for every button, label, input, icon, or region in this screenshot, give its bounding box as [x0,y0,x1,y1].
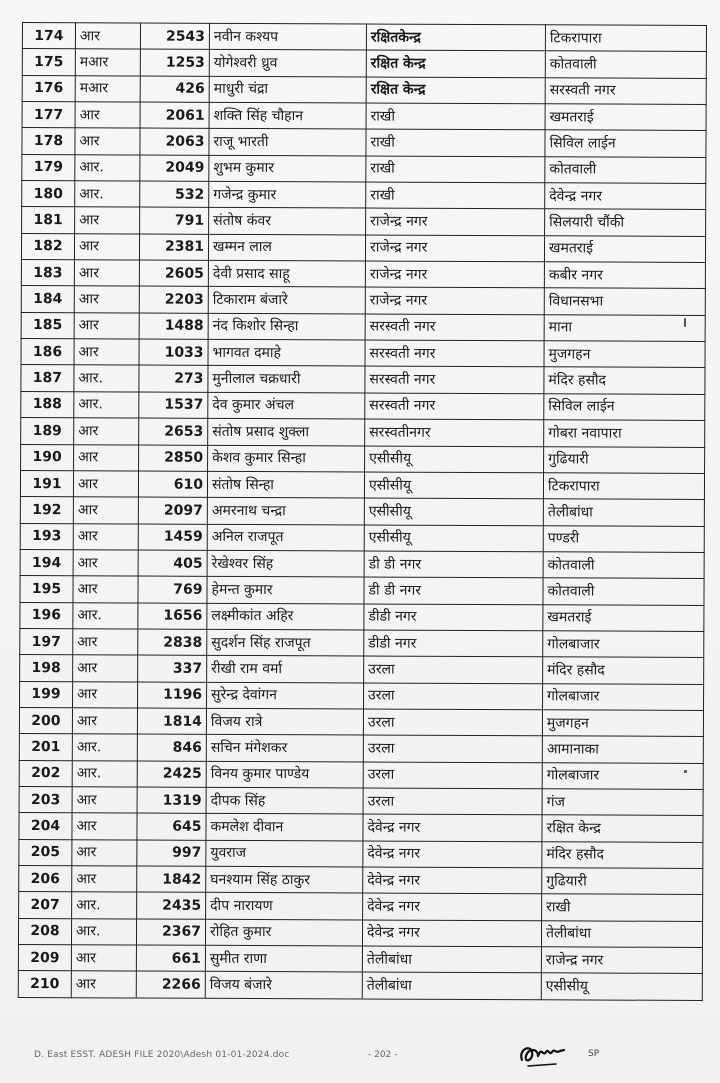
table-row [20,655,704,684]
name-cell: सुमीत राणा [205,945,362,972]
rank-cell: आर [73,497,138,524]
table-row [19,786,703,815]
serial-number-cell: 180 [22,181,75,208]
posted-from-cell: तेलीबांधा [362,972,541,999]
rank-cell: आर [73,629,138,656]
table-row [21,339,705,368]
posted-from-cell: सरस्वती नगर [365,340,544,367]
rank-cell: आर [75,102,140,129]
posted-to-cell: माना [544,315,705,342]
name-cell: टिकाराम बंजारे [208,287,365,314]
table-row [18,945,702,974]
rank-cell: आर [73,523,138,550]
table-row [20,602,704,631]
name-cell: हेमन्त कुमार [207,577,364,604]
badge-number-cell: 273 [139,365,208,392]
badge-number-cell: 426 [140,76,209,103]
name-cell: संतोष सिन्हा [207,471,364,498]
posted-from-cell: उरला [363,735,542,762]
name-cell: दीप नारायण [206,893,363,920]
page-number: - 202 - [368,1050,398,1060]
serial-number-cell: 200 [19,707,72,734]
posted-from-cell: एसीसीयू [364,472,543,499]
name-cell: लक्ष्मीकांत अहिर [207,603,364,630]
posted-from-cell: देवेन्द्र नगर [363,867,542,894]
posted-to-cell: गोबरा नवापारा [544,420,705,447]
posted-from-cell: एसीसीयू [364,498,543,525]
posted-to-cell: देवेन्द्र नगर [545,183,706,210]
badge-number-cell: 661 [136,945,205,972]
posted-to-cell: गोलबाजार [543,683,704,710]
serial-number-cell: 204 [19,813,72,840]
posted-from-cell: राजेन्द्र नगर [365,287,544,314]
name-cell: सचिन मंगेशकर [206,735,363,762]
badge-number-cell: 791 [140,207,209,234]
posted-to-cell: राखी [542,894,703,921]
posted-from-cell: डीडी नगर [364,630,543,657]
table-row [19,707,703,736]
name-cell: दीपक सिंह [206,787,363,814]
rank-cell: आर [74,444,139,471]
table-row [20,576,704,605]
posted-from-cell: देवेन्द्र नगर [363,814,542,841]
file-path-text: D. East ESST. ADESH FILE 2020\Adesh 01-01-2024.doc [34,1050,290,1060]
posted-from-cell: रक्षितकेन्द्र [366,24,545,51]
name-cell: देव कुमार अंचल [208,392,365,419]
posted-from-cell: सरस्वती नगर [365,393,544,420]
rank-cell: आर [75,23,140,50]
rank-cell: आर. [72,760,137,787]
badge-number-cell: 2850 [139,445,208,472]
badge-number-cell: 2049 [140,155,209,182]
table-row [18,971,702,1000]
serial-number-cell: 175 [22,49,75,76]
name-cell: योगेश्वरी ध्रुव [209,50,366,77]
table-row [22,207,706,236]
serial-number-cell: 181 [22,207,75,234]
name-cell: अनिल राजपूत [207,524,364,551]
table-row [19,734,703,763]
posted-to-cell: राजेन्द्र नगर [541,947,702,974]
posted-from-cell: सरस्वतीनगर [365,419,544,446]
posted-to-cell: खमतराई [543,604,704,631]
posted-from-cell: रक्षित केन्द्र [366,77,545,104]
rank-cell: आर [72,813,137,840]
serial-number-cell: 195 [20,576,73,603]
serial-number-cell: 192 [20,497,73,524]
posted-to-cell: टिकरापारा [543,473,704,500]
table-row [19,892,703,921]
table-row [20,628,704,657]
badge-number-cell: 532 [140,181,209,208]
serial-number-cell: 190 [21,444,74,471]
badge-number-cell: 2543 [140,23,209,50]
rank-cell: आर [73,576,138,603]
serial-number-cell: 183 [21,260,74,287]
posted-from-cell: डीडी नगर [364,604,543,631]
badge-number-cell: 1842 [137,866,206,893]
table-row [21,444,705,473]
posted-to-cell: कोतवाली [543,552,704,579]
table-row [22,181,706,210]
posted-to-cell: खमतराई [545,104,706,131]
rank-cell: आर. [72,892,137,919]
posted-from-cell: उरला [363,762,542,789]
posted-from-cell: राखी [366,103,545,130]
table-row [19,760,703,789]
name-cell: घनश्याम सिंह ठाकुर [206,866,363,893]
table-row [20,681,704,710]
name-cell: युवराज [206,840,363,867]
posted-to-cell: कोतवाली [545,51,706,78]
posted-from-cell: उरला [364,656,543,683]
badge-number-cell: 1253 [140,49,209,76]
name-cell: रेखेश्वर सिंह [207,550,364,577]
badge-number-cell: 2381 [139,234,208,261]
table-row [19,865,703,894]
rank-cell: आर [72,839,137,866]
name-cell: माधुरी चंद्रा [209,76,366,103]
table-row [20,523,704,552]
posted-from-cell: डी डी नगर [364,577,543,604]
name-cell: सुदर्शन सिंह राजपूत [207,629,364,656]
badge-number-cell: 2435 [137,892,206,919]
rank-cell: आर [74,260,139,287]
name-cell: संतोष प्रसाद शुक्ला [208,418,365,445]
rank-cell: आर [74,286,139,313]
posted-to-cell: टिकरापारा [545,25,706,52]
posted-to-cell: खमतराई [544,236,705,263]
badge-number-cell: 2653 [139,418,208,445]
table-row [22,128,706,157]
posted-to-cell: सिविल लाईन [545,130,706,157]
posted-to-cell: गंज [542,789,703,816]
serial-number-cell: 197 [20,628,73,655]
posted-from-cell: रक्षित केन्द्र [366,50,545,77]
rank-cell: आर. [71,918,136,945]
table-row [22,154,706,183]
page-footer [0,1040,720,1083]
rank-cell: आर. [74,392,139,419]
table-row [22,49,706,78]
posted-from-cell: राखी [366,182,545,209]
ink-speck-mark [684,318,686,327]
rank-cell: आर. [72,734,137,761]
posted-from-cell: राजेन्द्र नगर [365,235,544,262]
rank-cell: आर [73,681,138,708]
posted-to-cell: कबीर नगर [544,262,705,289]
posted-to-cell: मंदिर हसौद [544,367,705,394]
serial-number-cell: 199 [20,681,73,708]
transfer-table [18,22,707,1001]
posted-from-cell: उरला [363,709,542,736]
serial-number-cell: 188 [21,391,74,418]
serial-number-cell: 174 [22,23,75,50]
table-row [21,391,705,420]
posted-from-cell: डी डी नगर [364,551,543,578]
posted-to-cell: आमानाका [542,736,703,763]
posted-to-cell: सिलयारी चौंकी [545,209,706,236]
badge-number-cell: 2097 [138,497,207,524]
posted-from-cell: उरला [363,788,542,815]
rank-cell: मआर [75,49,140,76]
posted-to-cell: मुजगहन [544,341,705,368]
table-row [21,312,705,341]
table-row [19,813,703,842]
serial-number-cell: 194 [20,549,73,576]
serial-number-cell: 191 [20,470,73,497]
serial-number-cell: 185 [21,312,74,339]
name-cell: अमरनाथ चन्द्रा [207,498,364,525]
rank-cell: आर [74,233,139,260]
name-cell: सुरेन्द्र देवांगन [207,682,364,709]
posted-from-cell: राखी [366,129,545,156]
posted-from-cell: देवेन्द्र नगर [363,841,542,868]
table-row [20,497,704,526]
badge-number-cell: 1033 [139,339,208,366]
serial-number-cell: 178 [22,128,75,155]
rank-cell: आर [71,945,136,972]
serial-number-cell: 186 [21,339,74,366]
badge-number-cell: 1319 [137,787,206,814]
posted-from-cell: एसीसीयू [365,445,544,472]
posted-to-cell: मुजगहन [542,710,703,737]
name-cell: शक्ति सिंह चौहान [209,102,366,129]
posted-to-cell: गुढियारी [544,446,705,473]
name-cell: रोहित कुमार [205,919,362,946]
badge-number-cell: 645 [137,813,206,840]
rank-cell: आर [73,550,138,577]
badge-number-cell: 997 [137,840,206,867]
name-cell: गजेन्द्र कुमार [209,181,366,208]
badge-number-cell: 610 [138,471,207,498]
table-row [18,918,702,947]
name-cell: नंद किशोर सिन्हा [208,313,365,340]
badge-number-cell: 2838 [138,629,207,656]
posted-from-cell: राखी [366,156,545,183]
posted-to-cell: सरस्वती नगर [545,77,706,104]
rank-cell: आर [75,128,140,155]
posted-to-cell: पण्डरी [543,525,704,552]
rank-cell: आर [72,866,137,893]
rank-cell: आर [74,418,139,445]
posted-to-cell: एसीसीयू [541,973,702,1000]
rank-cell: आर [72,708,137,735]
rank-cell: आर. [75,154,140,181]
serial-number-cell: 179 [22,154,75,181]
badge-number-cell: 2367 [136,919,205,946]
badge-number-cell: 337 [138,655,207,682]
rank-cell: आर [74,313,139,340]
posted-to-cell: गोलबाजार [543,631,704,658]
table-row [21,286,705,315]
badge-number-cell: 2605 [139,260,208,287]
badge-number-cell: 2425 [137,761,206,788]
serial-number-cell: 209 [18,945,71,972]
posted-to-cell: गोलबाजार [542,762,703,789]
name-cell: खम्मन लाल [208,234,365,261]
badge-number-cell: 1488 [139,313,208,340]
posted-to-cell: कोतवाली [545,157,706,184]
badge-number-cell: 1656 [138,603,207,630]
serial-number-cell: 206 [19,865,72,892]
name-cell: शुभम कुमार [209,155,366,182]
signatory-initials: SP [588,1049,600,1059]
posted-from-cell: सरस्वती नगर [365,366,544,393]
posted-to-cell: मंदिर हसौद [542,841,703,868]
serial-number-cell: 177 [22,102,75,129]
table-row [22,75,706,104]
badge-number-cell: 769 [138,576,207,603]
serial-number-cell: 184 [21,286,74,313]
transfer-table-body [18,23,706,1001]
rank-cell: आर [71,971,136,998]
serial-number-cell: 205 [19,839,72,866]
table-row [20,549,704,578]
badge-number-cell: 846 [137,734,206,761]
table-row [21,365,705,394]
name-cell: केशव कुमार सिन्हा [208,445,365,472]
posted-to-cell: विधानसभा [544,288,705,315]
posted-from-cell: एसीसीयू [364,525,543,552]
serial-number-cell: 202 [19,760,72,787]
rank-cell: आर. [74,365,139,392]
serial-number-cell: 203 [19,786,72,813]
ink-speck-mark [684,770,687,773]
rank-cell: आर. [73,602,138,629]
serial-number-cell: 196 [20,602,73,629]
posted-to-cell: तेलीबांधा [543,499,704,526]
posted-from-cell: देवेन्द्र नगर [362,920,541,947]
badge-number-cell: 2203 [139,286,208,313]
name-cell: रीखी राम वर्मा [207,656,364,683]
name-cell: कमलेश दीवान [206,814,363,841]
badge-number-cell: 1814 [137,708,206,735]
badge-number-cell: 2063 [140,128,209,155]
posted-from-cell: तेलीबांधा [362,946,541,973]
name-cell: विजय बंजारे [205,972,362,999]
name-cell: भागवत दमाहे [208,339,365,366]
table-row [22,102,706,131]
table-row [21,260,705,289]
badge-number-cell: 1196 [138,682,207,709]
posted-from-cell: देवेन्द्र नगर [363,893,542,920]
serial-number-cell: 208 [18,918,71,945]
badge-number-cell: 1537 [139,392,208,419]
rank-cell: आर [74,339,139,366]
rank-cell: आर [73,471,138,498]
name-cell: विजय रात्रे [206,708,363,735]
posted-to-cell: सिविल लाईन [544,394,705,421]
rank-cell: आर [72,787,137,814]
signature-icon [516,1040,568,1070]
badge-number-cell: 1459 [138,524,207,551]
posted-from-cell: सरस्वती नगर [365,314,544,341]
rank-cell: आर [75,207,140,234]
posted-to-cell: गुढियारी [542,868,703,895]
table-row [19,839,703,868]
badge-number-cell: 405 [138,550,207,577]
name-cell: नवीन कश्यप [209,23,366,50]
name-cell: देवी प्रसाद साहू [208,260,365,287]
posted-from-cell: राजेन्द्र नगर [366,208,545,235]
posted-to-cell: कोतवाली [543,578,704,605]
posted-to-cell: तेलीबांधा [541,920,702,947]
name-cell: मुनीलाल चक्रधारी [208,366,365,393]
name-cell: विनय कुमार पाण्डेय [206,761,363,788]
name-cell: संतोष कंवर [209,208,366,235]
serial-number-cell: 176 [22,75,75,102]
table-row [22,23,706,52]
posted-from-cell: राजेन्द्र नगर [365,261,544,288]
badge-number-cell: 2061 [140,102,209,129]
serial-number-cell: 198 [20,655,73,682]
serial-number-cell: 187 [21,365,74,392]
serial-number-cell: 210 [18,971,71,998]
table-row [21,418,705,447]
rank-cell: आर. [75,181,140,208]
posted-to-cell: मंदिर हसौद [543,657,704,684]
serial-number-cell: 201 [19,734,72,761]
serial-number-cell: 189 [21,418,74,445]
posted-from-cell: उरला [364,683,543,710]
table-row [20,470,704,499]
rank-cell: आर [73,655,138,682]
rank-cell: मआर [75,75,140,102]
table-row [21,233,705,262]
serial-number-cell: 182 [21,233,74,260]
badge-number-cell: 2266 [136,971,205,998]
serial-number-cell: 207 [19,892,72,919]
name-cell: राजू भारती [209,129,366,156]
posted-to-cell: रक्षित केन्द्र [542,815,703,842]
serial-number-cell: 193 [20,523,73,550]
